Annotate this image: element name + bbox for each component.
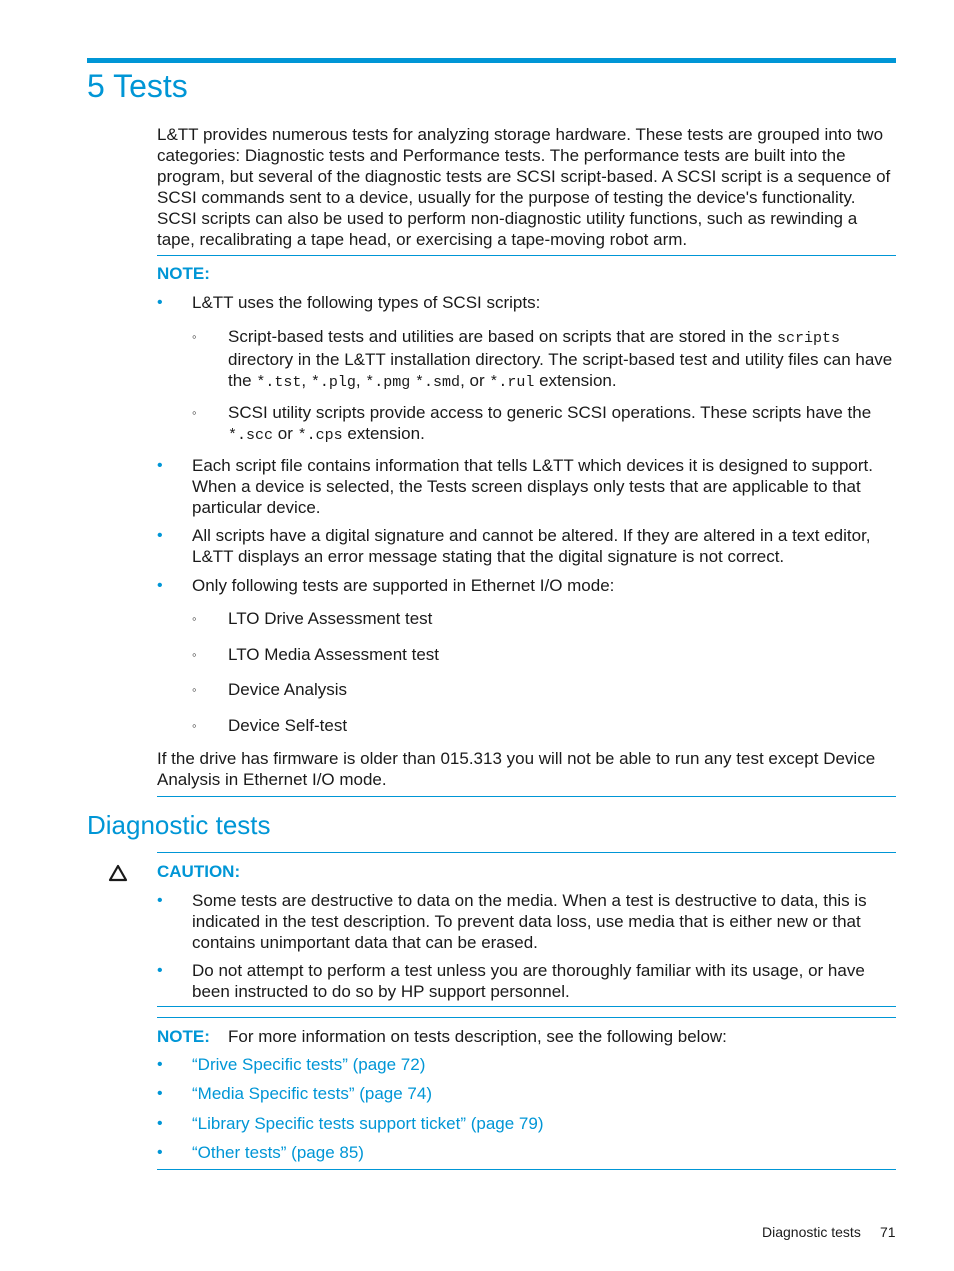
bullet-script-file-info: Each script file contains information that tells L&TT which devices it is designed to support. When a device is selected, the Tests screen displays only tests that are applicable to that particular device.: [192, 456, 873, 517]
bullet-marker: •: [157, 892, 163, 909]
note2-text: For more information on tests description, see the following below:: [228, 1027, 727, 1046]
ethernet-test-item: LTO Drive Assessment test: [228, 609, 433, 628]
sub-bullet-utility-scripts: SCSI utility scripts provide access to generic SCSI operations. These scripts have the *.scc or *.cps extension.: [228, 403, 872, 444]
note2-top-rule: [157, 1017, 896, 1018]
bullet-marker: •: [157, 457, 163, 474]
bullet-digital-signature: All scripts have a digital signature and cannot be altered. If they are altered in a text editor, L&TT displays an error message stating that the digital signature is not correct.: [192, 526, 871, 566]
chapter-title: 5 Tests: [87, 68, 188, 104]
firmware-paragraph: If the drive has firmware is older than 015.313 you will not be able to run any test except Device Analysis in Ethernet I/O mode.: [157, 749, 876, 789]
caution-bullet-destructive: Some tests are destructive to data on the media. When a test is destructive to data, this is indicated in the test description. To prevent data loss, use media that is either new or that contains unimportant data that can be erased.: [192, 891, 867, 952]
note-label: NOTE:: [157, 264, 210, 283]
caution-bottom-rule: [157, 1006, 896, 1007]
note-top-rule: [157, 255, 896, 256]
bullet-marker: •: [157, 1115, 163, 1132]
sub-bullet-marker: ◦: [192, 647, 197, 662]
sub-bullet-marker: ◦: [192, 682, 197, 697]
link-other-tests[interactable]: “Other tests” (page 85): [192, 1143, 364, 1162]
bullet-marker: •: [157, 962, 163, 979]
section-title: Diagnostic tests: [87, 810, 271, 840]
caution-top-rule: [157, 852, 896, 853]
footer-section-name: Diagnostic tests: [762, 1224, 861, 1240]
ethernet-test-item: Device Analysis: [228, 680, 348, 699]
sub-bullet-script-based: Script-based tests and utilities are based on scripts that are stored in the scripts directory in the L&TT installation directory. The script-based test and utility files can have the *.tst, *.plg, *.pmg *.smd, or *.rul extension.: [228, 327, 893, 391]
intro-paragraph: L&TT provides numerous tests for analyzing storage hardware. These tests are grouped into two categories: Diagnostic tests and Performance tests. The performance tests are built into the program, but several of the diagnostic tests are SCSI script-based. A SCSI script is a sequence of SCSI commands sent to a device, usually for the purpose of testing the device's functionality. SCSI scripts can also be used to perform non-diagnostic utility functions, such as rewinding a tape, recalibrating a tape head, or exercising a tape-moving robot arm.: [157, 125, 891, 249]
note2-bottom-rule: [157, 1169, 896, 1170]
link-media-specific-tests[interactable]: “Media Specific tests” (page 74): [192, 1084, 432, 1103]
sub-bullet-marker: ◦: [192, 405, 197, 420]
sub-bullet-marker: ◦: [192, 611, 197, 626]
bullet-marker: •: [157, 1085, 163, 1102]
footer-page-number: 71: [880, 1224, 896, 1240]
chapter-rule: [87, 58, 896, 63]
caution-bullet-familiar: Do not attempt to perform a test unless you are thoroughly familiar with its usage, or have been instructed to do so by HP support personnel.: [192, 961, 865, 1001]
ethernet-test-item: Device Self-test: [228, 716, 348, 735]
bullet-marker: •: [157, 577, 163, 594]
caution-label: CAUTION:: [157, 862, 241, 881]
bullet-marker: •: [157, 294, 163, 311]
bullet-marker: •: [157, 1144, 163, 1161]
sub-bullet-marker: ◦: [192, 718, 197, 733]
bullet-script-types: L&TT uses the following types of SCSI scripts:: [192, 293, 541, 312]
note2-label: NOTE:: [157, 1027, 210, 1046]
bullet-marker: •: [157, 1056, 163, 1073]
note-bottom-rule: [157, 796, 896, 797]
link-drive-specific-tests[interactable]: “Drive Specific tests” (page 72): [192, 1055, 426, 1074]
link-library-specific-tests[interactable]: “Library Specific tests support ticket” (page 79): [192, 1114, 544, 1133]
ethernet-test-item: LTO Media Assessment test: [228, 645, 440, 664]
bullet-marker: •: [157, 527, 163, 544]
bullet-ethernet-mode: Only following tests are supported in Ethernet I/O mode:: [192, 576, 615, 595]
caution-warning-icon: [108, 864, 128, 882]
sub-bullet-marker: ◦: [192, 329, 197, 344]
